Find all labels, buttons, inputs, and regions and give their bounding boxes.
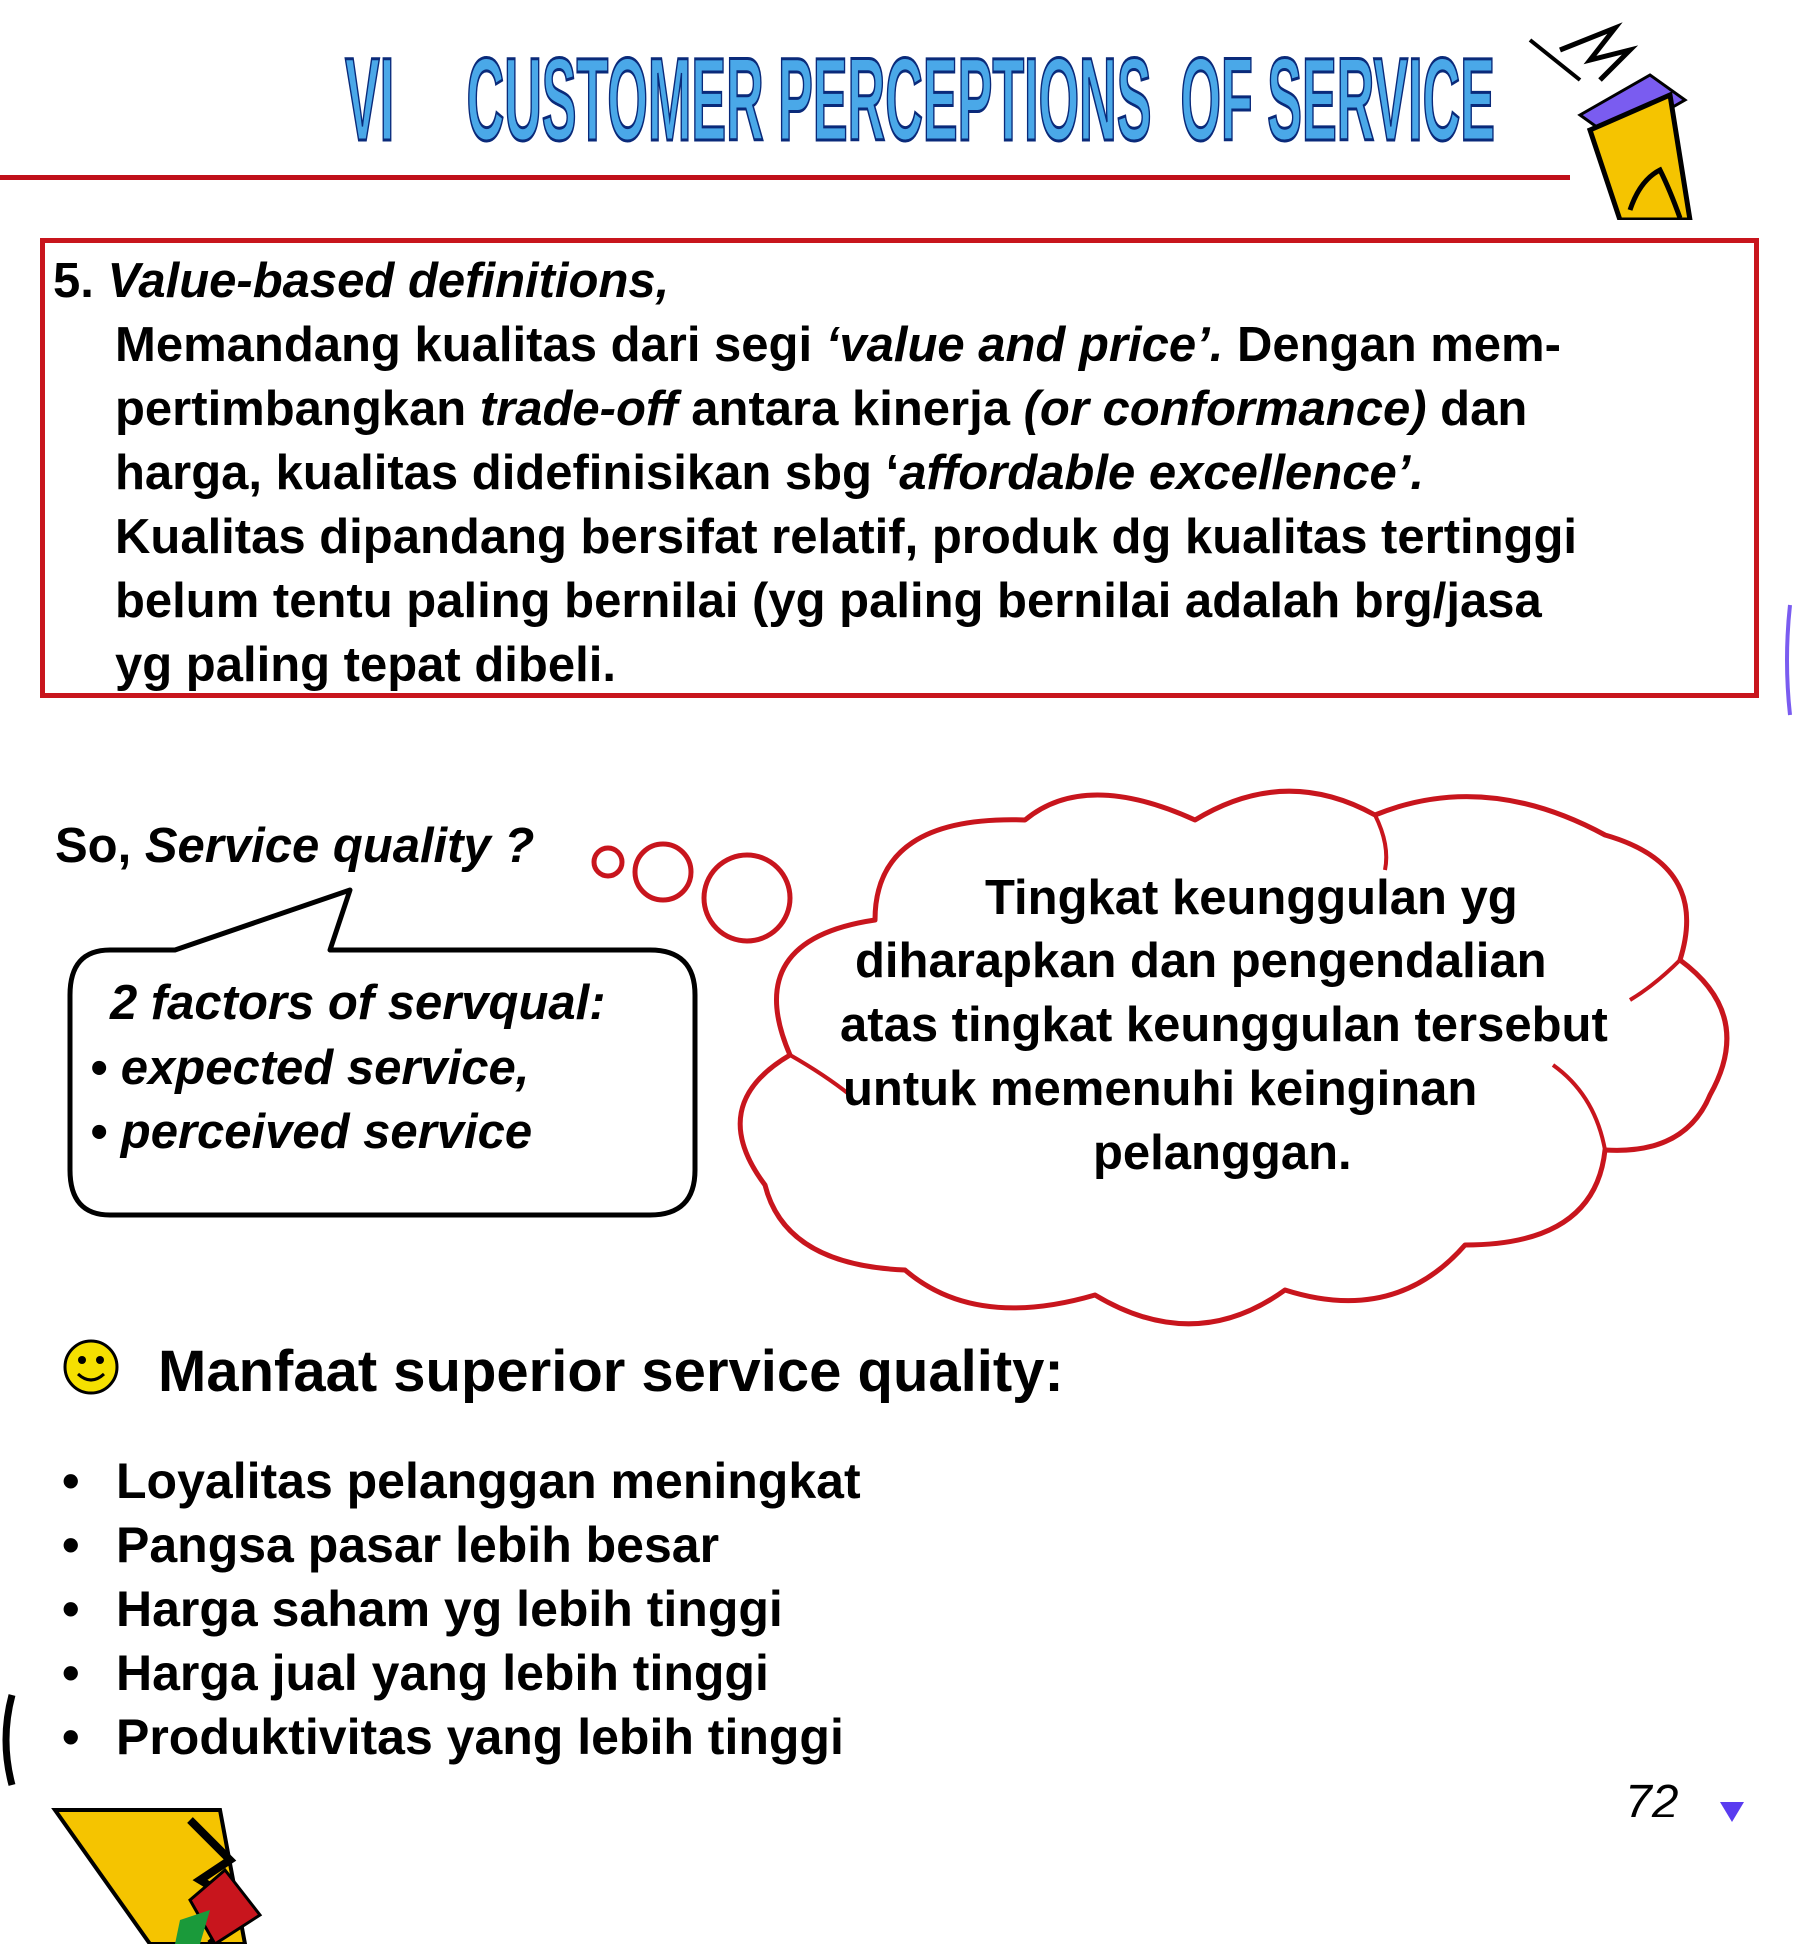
definition-text: Memandang kualitas dari segi	[115, 318, 826, 372]
bullet: •	[62, 1517, 80, 1573]
definition-number: 5.	[53, 254, 94, 308]
cloud-line: pelanggan.	[1093, 1126, 1352, 1180]
definition-emphasis: (or conformance)	[1023, 382, 1427, 436]
cloud-line: atas tingkat keunggulan tersebut	[840, 998, 1608, 1052]
definition-line-2	[115, 382, 1528, 436]
bullet: •	[62, 1709, 80, 1765]
definition-cloud	[725, 775, 1745, 1335]
benefit-text: Pangsa pasar lebih besar	[116, 1517, 720, 1573]
title-divider	[0, 175, 1570, 180]
definition-title	[53, 254, 670, 308]
bullet: •	[62, 1581, 80, 1637]
bullet: •	[62, 1645, 80, 1701]
callout-heading: 2 factors of servqual:	[110, 976, 606, 1030]
definition-text: Dengan mem-	[1223, 318, 1561, 372]
definition-line-4: Kualitas dipandang bersifat relatif, produk dg kualitas tertinggi	[115, 510, 1578, 564]
cloud-line: diharapkan dan pengendalian	[855, 934, 1547, 988]
benefit-text: Produktivitas yang lebih tinggi	[116, 1709, 844, 1765]
definition-line-1	[115, 318, 1561, 372]
definition-text: pertimbangkan	[115, 382, 480, 436]
benefit-item	[62, 1708, 844, 1766]
pencil-icon	[1520, 20, 1710, 220]
cloud-shape	[725, 775, 1745, 1335]
cloud-line: Tingkat keunggulan yg	[985, 871, 1518, 925]
bullet: •	[62, 1453, 80, 1509]
right-edge-mark-icon	[1782, 600, 1800, 720]
smiley-icon	[62, 1338, 120, 1396]
cloud-line: untuk memenuhi keinginan	[843, 1062, 1478, 1116]
question-emphasis: Service quality ?	[144, 819, 535, 873]
definition-line-6: yg paling tepat dibeli.	[115, 638, 616, 692]
definition-box	[40, 238, 1759, 698]
page-number: 72	[1625, 1776, 1679, 1817]
pencil-icon	[50, 1800, 280, 1944]
definition-emphasis: ‘value and price’.	[825, 318, 1224, 372]
definition-line-3	[115, 446, 1424, 500]
benefit-item	[62, 1516, 719, 1574]
definition-text: antara kinerja	[677, 382, 1024, 436]
benefit-text: Harga saham yg lebih tinggi	[116, 1581, 783, 1637]
benefit-item	[62, 1452, 861, 1510]
definition-line-5: belum tentu paling bernilai (yg paling bernilai adalah brg/jasa	[115, 574, 1542, 628]
callout-item: • perceived service	[90, 1105, 533, 1159]
definition-text: harga, kualitas didefinisikan sbg ‘	[115, 446, 900, 500]
servqual-callout	[65, 880, 705, 1220]
next-slide-arrow-icon[interactable]	[1720, 1800, 1744, 1822]
slide-title	[340, 28, 1500, 168]
slide-title-text: VI CUSTOMER PERCEPTIONS OF SERVICE	[345, 34, 1495, 166]
callout-item: • expected service,	[90, 1041, 530, 1095]
definition-emphasis: trade-off	[479, 382, 678, 436]
benefit-text: Harga jual yang lebih tinggi	[116, 1645, 769, 1701]
definition-emphasis: affordable excellence’.	[899, 446, 1424, 500]
definition-heading: Value-based definitions,	[107, 254, 670, 308]
definition-text: dan	[1426, 382, 1528, 436]
service-quality-question	[55, 818, 534, 874]
benefit-item	[62, 1644, 769, 1702]
left-edge-arrow-icon	[0, 1690, 20, 1790]
question-prefix: So,	[55, 819, 145, 873]
benefits-heading: Manfaat superior service quality:	[158, 1339, 1064, 1404]
benefit-item	[62, 1580, 783, 1638]
benefit-text: Loyalitas pelanggan meningkat	[116, 1453, 861, 1509]
